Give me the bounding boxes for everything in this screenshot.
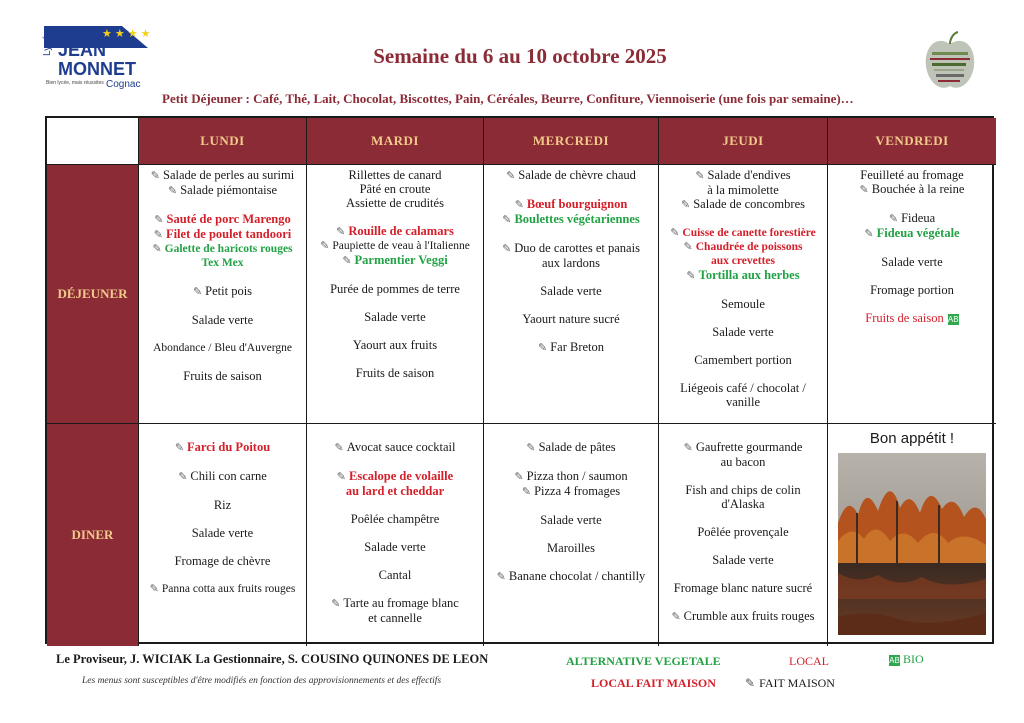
menu-item: d'Alaska <box>721 497 765 511</box>
menu-item: Salade verte <box>712 325 774 339</box>
corner-cell <box>47 118 139 165</box>
menu-item: ✎ Avocat sauce cocktail <box>309 440 481 455</box>
signatures: Le Proviseur, J. WICIAK La Gestionnaire, S. COUSINO QUINONES DE LEON <box>56 652 489 666</box>
menu-item: ✎ Salade de concombres <box>661 197 825 212</box>
menu-item: ✎ Fideua <box>830 211 994 226</box>
menu-item: ✎ Rouille de calamars <box>309 224 481 239</box>
dejeuner-mardi <box>307 165 484 424</box>
menu-item: Cantal <box>378 568 412 582</box>
menu-item: ✎ Salade de chèvre chaud <box>486 168 656 183</box>
diner-mercredi <box>484 424 659 646</box>
menu-item: Maroilles <box>547 541 595 555</box>
legend-vegetale: ALTERNATIVE VEGETALE <box>566 654 721 668</box>
legend-bio-label: BIO <box>903 652 924 666</box>
menu-item: ✎ Far Breton <box>486 340 656 355</box>
menu-item: Assiette de crudités <box>346 196 444 210</box>
menu-item: ✎ Galette de haricots rouges <box>141 242 304 256</box>
menu-item: ✎ Petit pois <box>141 284 304 299</box>
menu-item: au bacon <box>720 455 766 469</box>
menu-item: aux crevettes <box>711 255 775 267</box>
legend-bio <box>889 652 924 667</box>
menu-item: ✎ Chili con carne <box>141 469 304 484</box>
menu-item: Poêlée provençale <box>697 525 789 539</box>
menu-item: Feuilleté au fromage <box>860 168 964 182</box>
menu-item: ✎ Bœuf bourguignon <box>486 197 656 212</box>
diner-lundi <box>139 424 307 646</box>
menu-item: ✎ Cuisse de canette forestière <box>661 226 825 240</box>
legend-local: LOCAL <box>789 654 829 668</box>
dejeuner-mercredi <box>484 165 659 424</box>
diner-mardi <box>307 424 484 646</box>
menu-item: Salade verte <box>191 313 254 327</box>
menu-item: Semoule <box>721 297 765 311</box>
day-header-mardi: MARDI <box>307 118 484 165</box>
menu-item: Fruits de saison <box>183 369 262 383</box>
logo-lycee: Lycée <box>42 29 53 56</box>
menu-item: ✎ Farci du Poitou <box>141 440 304 455</box>
menu-item: Tex Mex <box>201 257 244 269</box>
menu-item: aux lardons <box>542 256 600 270</box>
menu-item: au lard et cheddar <box>345 484 445 498</box>
menu-item: ✎ Sauté de porc Marengo <box>141 212 304 227</box>
menu-item: ✎ Panna cotta aux fruits rouges <box>141 582 304 596</box>
legend-fait-maison <box>745 676 835 691</box>
menu-item: Salade verte <box>191 526 254 540</box>
menu-item: ✎ Escalope de volaille <box>309 469 481 484</box>
menu-item: Fruits de saison <box>355 366 435 380</box>
menu-item: ✎ Salade de perles au surimi <box>141 168 304 183</box>
menu-item: Salade verte <box>540 284 602 298</box>
logo-monnet: MONNET <box>58 59 136 79</box>
menu-item: Pâté en croute <box>359 182 431 196</box>
menu-item: ✎ Fideua végétale <box>830 226 994 241</box>
logo-jean: JEAN <box>58 40 107 60</box>
day-header-vendredi: VENDREDI <box>828 118 996 165</box>
menu-item: ✎ Gaufrette gourmande <box>661 440 825 455</box>
menu-item: ✎ Boulettes végétariennes <box>486 212 656 227</box>
menu-item: ✎ Tortilla aux herbes <box>661 268 825 283</box>
menu-item-bio <box>830 311 994 325</box>
logo-stars-icon: ★★★★ <box>102 27 154 40</box>
menu-item: ✎ Parmentier Veggi <box>309 253 481 268</box>
menu-item: Fromage de chèvre <box>174 554 271 568</box>
dejeuner-vendredi <box>828 165 996 424</box>
legend-fait-maison-label: FAIT MAISON <box>759 676 835 690</box>
menu-item: Fruits de saison <box>865 311 944 325</box>
bio-leaf-icon: AB <box>889 655 900 665</box>
menu-item: Riz <box>213 498 232 512</box>
menu-item: ✎ Salade de pâtes <box>486 440 656 455</box>
menu-table <box>45 116 994 644</box>
menu-item: ✎ Pizza 4 fromages <box>486 484 656 499</box>
menu-item: ✎ Chaudrée de poissons <box>661 240 825 254</box>
breakfast-line: Petit Déjeuner : Café, Thé, Lait, Chocolat, Biscottes, Pain, Céréales, Beurre, Confiture, Viennoiserie (une fois par semaine)… <box>162 91 854 106</box>
disclaimer-note: Les menus sont susceptibles d'être modifiés en fonction des approvisionnements et des effectifs <box>82 676 442 686</box>
logo-tagline: Bien lycée, mais réussites <box>46 80 104 86</box>
dejeuner-lundi <box>139 165 307 424</box>
menu-item: vanille <box>725 395 760 409</box>
menu-item: ✎ Duo de carottes et panais <box>486 241 656 256</box>
menu-item: ✎ Banane chocolat / chantilly <box>486 569 656 584</box>
menu-item: Poêlée champêtre <box>350 512 440 526</box>
menu-item: et cannelle <box>368 611 422 625</box>
day-header-lundi: LUNDI <box>139 118 307 165</box>
menu-item: Yaourt aux fruits <box>352 338 438 352</box>
menu-item: Liégeois café / chocolat / <box>680 381 806 395</box>
menu-item: Fish and chips de colin <box>685 483 801 497</box>
row-label-dejeuner: DÉJEUNER <box>47 165 139 424</box>
chef-hat-icon: ✎ <box>745 676 756 690</box>
menu-item: ✎ Filet de poulet tandoori <box>141 227 304 242</box>
menu-item: ✎ Pizza thon / saumon <box>486 469 656 484</box>
menu-item: Salade verte <box>881 255 943 269</box>
menu-item: Salade verte <box>712 553 774 567</box>
menu-item: Purée de pommes de terre <box>330 282 460 296</box>
day-header-jeudi: JEUDI <box>659 118 828 165</box>
menu-item: Rillettes de canard <box>348 168 442 182</box>
diner-jeudi <box>659 424 828 646</box>
menu-item: ✎ Crumble aux fruits rouges <box>661 609 825 624</box>
menu-item: Yaourt nature sucré <box>522 312 620 326</box>
menu-item: ✎ Salade piémontaise <box>141 183 304 198</box>
logo-city: Cognac <box>106 79 141 90</box>
menu-item: ✎ Paupiette de veau à l'Italienne <box>309 239 481 253</box>
menu-item: Fromage portion <box>870 283 954 297</box>
diner-vendredi <box>828 424 996 646</box>
menu-item: Salade verte <box>540 513 602 527</box>
page-title: Semaine du 6 au 10 octobre 2025 <box>373 44 667 68</box>
menu-item: Camembert portion <box>694 353 792 367</box>
day-header-mercredi: MERCREDI <box>484 118 659 165</box>
legend-local-fait-maison: LOCAL FAIT MAISON <box>591 676 716 690</box>
menu-item: Salade verte <box>364 310 426 324</box>
bon-appetit-text: Bon appétit ! <box>869 430 955 447</box>
bio-leaf-icon: AB <box>947 314 959 324</box>
autumn-lake-photo <box>838 453 986 635</box>
menu-item: ✎ Salade d'endives <box>661 168 825 183</box>
menu-item: à la mimolette <box>707 183 779 197</box>
row-label-diner: DINER <box>47 424 139 646</box>
dejeuner-jeudi <box>659 165 828 424</box>
menu-item: ✎ Tarte au fromage blanc <box>309 596 481 611</box>
menu-item: ✎ Bouchée à la reine <box>830 182 994 197</box>
menu-item: Fromage blanc nature sucré <box>673 581 813 595</box>
menu-item: Salade verte <box>364 540 426 554</box>
menu-item: Abondance / Bleu d'Auvergne <box>153 342 292 354</box>
